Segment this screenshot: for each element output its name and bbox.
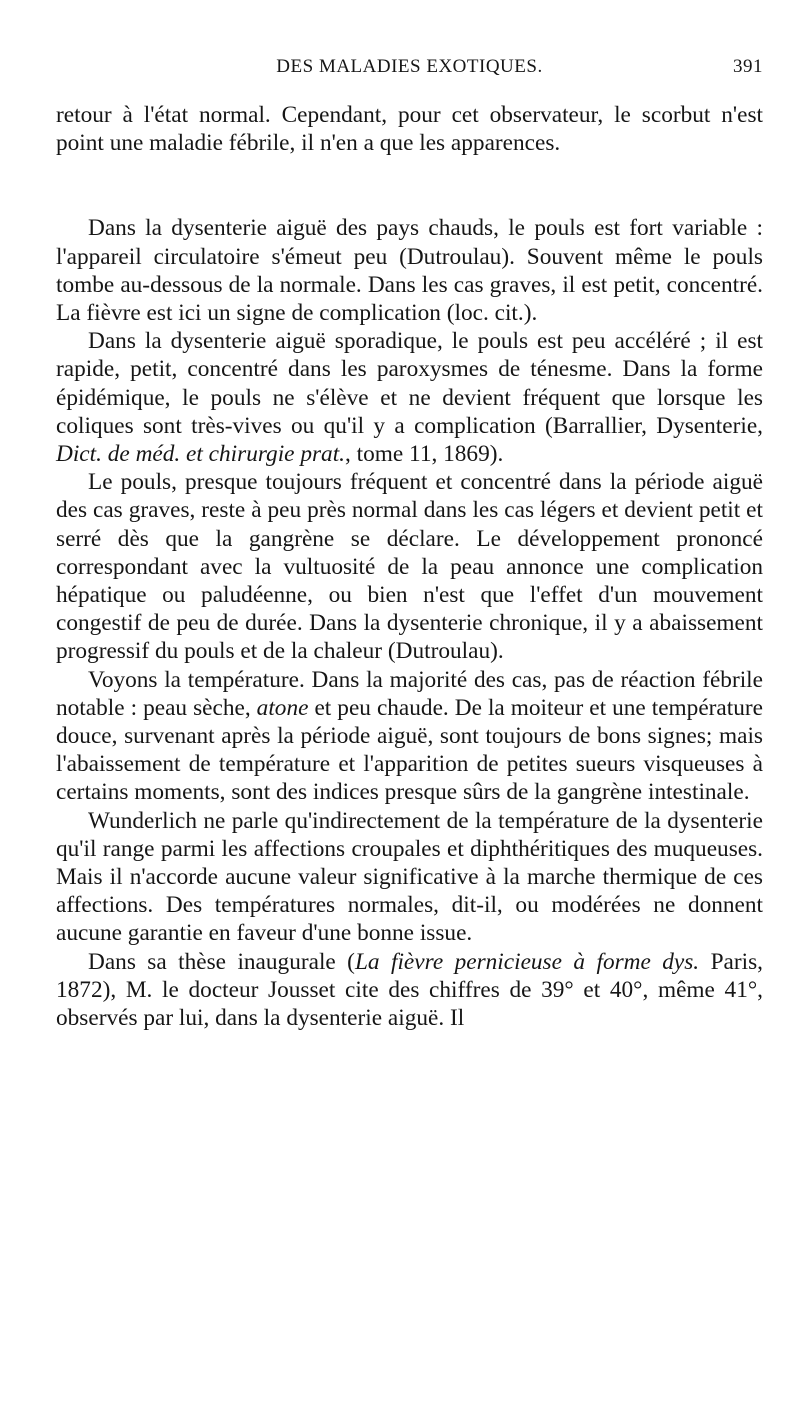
running-title: DES MALADIES EXOTIQUES. [276, 56, 543, 77]
paragraph-jousset-thesis: Dans sa thèse inaugurale (La fièvre pernicieuse à forme dys. Paris, 1872), M. le docteur Jousset cite des chiffres de 39° et 40°, même 41°, observés par lui, dans la dysenterie aiguë. Il [56, 948, 763, 1032]
page-number: 391 [733, 56, 763, 77]
paragraph-continuation: retour à l'état normal. Cependant, pour cet observateur, le scorbut n'est point une maladie fébrile, il n'en a que les apparences. [56, 102, 763, 157]
paragraph-pulse-tropical-dysentery: Dans la dysenterie aiguë des pays chauds, le pouls est fort variable : l'appareil circulatoire s'émeut peu (Dutroulau). Souvent même le pouls tombe au-dessous de la normale. Dans les cas graves, il est petit, concentré. La fièvre est ici un signe de complication (loc. cit.). [56, 215, 763, 327]
citation-title: Dict. de méd. et chirurgie prat. [56, 441, 345, 468]
body-text [56, 101, 763, 1032]
italic-word: atone [256, 694, 309, 721]
paragraph-pulse-severe-cases: Le pouls, presque toujours fréquent et concentré dans la période aiguë des cas graves, reste à peu près normal dans les cas légers et devient petit et serré dès que la gangrène se déclare. Le développement prononcé correspondant avec la vultuosité de la peau annonce une complication hépatique ou paludéenne, ou bien n'est que l'effet d'un mouvement congestif de peu de durée. Dans la dysenterie chronique, il y a abaissement progressif du pouls et de la chaleur (Dutroulau). [56, 469, 763, 665]
paragraph-wunderlich: Wunderlich ne parle qu'indirectement de la température de la dysenterie qu'il range parmi les affections croupales et diphthéritiques des muqueuses. Mais il n'accorde aucune valeur significative à la marche thermique de ces affections. Des températures normales, dit-il, ou modérées ne donnent aucune garantie en faveur d'une bonne issue. [56, 807, 763, 947]
thesis-title: La fièvre pernicieuse à forme dys. [354, 948, 700, 975]
paragraph-sporadic-dysentery: Dans la dysenterie aiguë sporadique, le pouls est peu accéléré ; il est rapide, petit, concentré dans les paroxysmes de ténesme. Dans la forme épidémique, le pouls ne s'élève et ne devient fréquent que lorsque les coliques sont très-vives ou qu'il y a complication (Barrallier, Dysenterie, Dict. de méd. et chirurgie prat., tome 11, 1869). [56, 328, 763, 468]
paragraph-temperature: Voyons la température. Dans la majorité des cas, pas de réaction fébrile notable : peau sèche, atone et peu chaude. De la moiteur et une température douce, survenant après la période aiguë, sont toujours de bons signes; mais l'abaissement de température et l'apparition de petites sueurs visqueuses à certains moments, sont des indices presque sûrs de la gangrène intestinale. [56, 666, 763, 806]
